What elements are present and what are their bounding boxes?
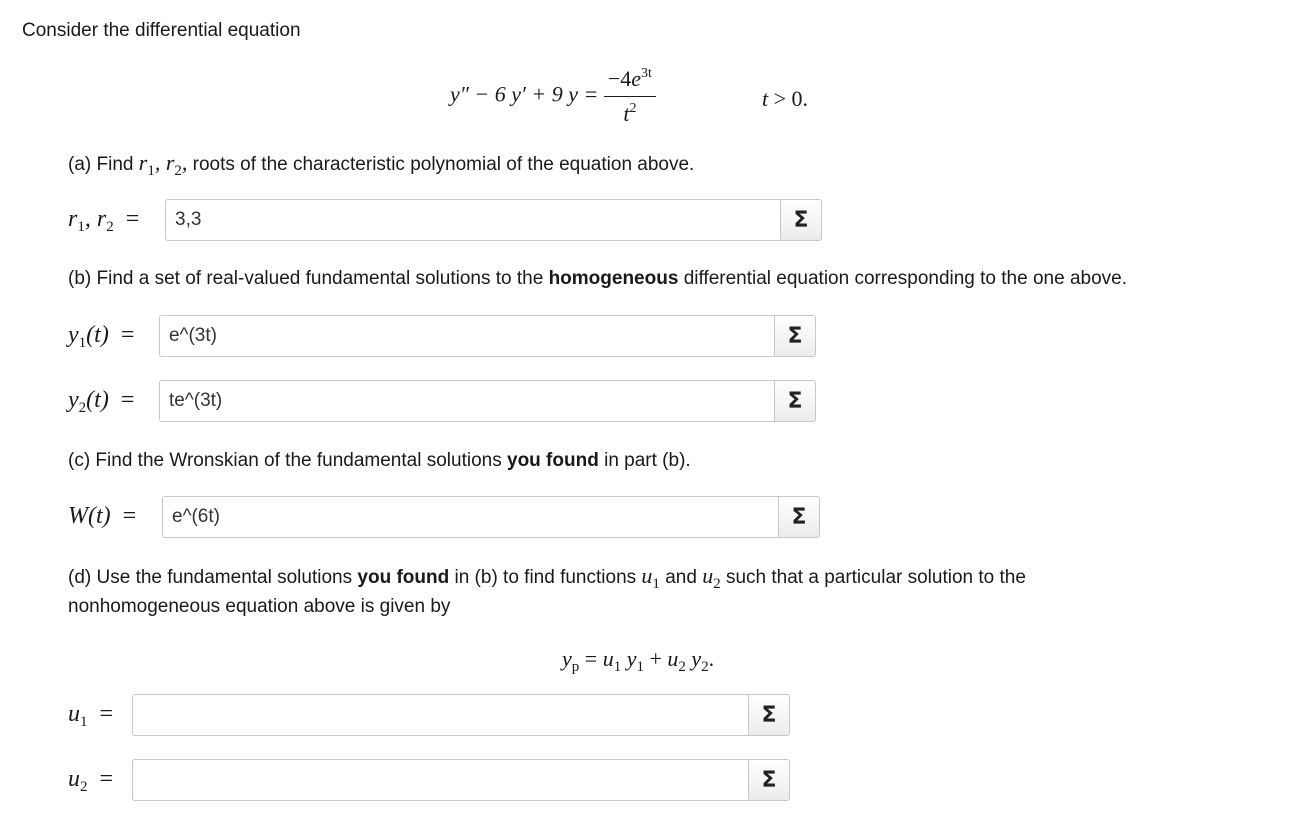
intro-text: Consider the differential equation [22,20,301,41]
y1-label: $y_1(t)$ = [68,322,135,351]
y2-field [159,380,816,422]
part-d-prompt: (d) Use the fundamental solutions you found in (b) to find functions $u_1$ and $u_2$ such that a particular solution to the [68,563,1026,592]
y2-sigma-button[interactable]: Σ [774,381,815,421]
wronskian-field [162,496,820,538]
y2-label: $y_2(t)$ = [68,387,135,416]
u1-label: $u_1$ = [68,701,114,730]
y1-sigma-button[interactable]: Σ [774,316,815,356]
u2-label: $u_2$ = [68,766,114,795]
y2-input[interactable] [160,381,774,421]
equation-denominator: $t^2$ [623,101,637,126]
u2-field [132,759,790,801]
u2-input[interactable] [133,760,748,800]
equation-lhs-y1: y′ + 9 [511,81,563,107]
wronskian-sigma-button[interactable]: Σ [778,497,819,537]
u1-input[interactable] [133,695,748,735]
r1-r2-sigma-button[interactable]: Σ [780,200,821,240]
equation-condition: t > 0. [762,86,809,111]
r1-r2-field [165,199,822,241]
equation-fraction [604,66,656,127]
part-a-prompt: (a) Find $r_1$, $r_2$, roots of the characteristic polynomial of the equation above. [68,150,695,179]
r1-r2-input[interactable] [166,200,780,240]
wronskian-label: W(t) = [68,503,137,529]
wronskian-input[interactable] [163,497,778,537]
equation-numerator: $-4e^{3t}$ [604,66,656,97]
y1-field [159,315,816,357]
u1-sigma-button[interactable]: Σ [748,695,789,735]
equation-lhs-y2: y″ − 6 [450,81,506,107]
particular-solution-equation: $y_p = u_1$ $y_1 + u_2$ $y_2$. [562,646,715,675]
part-c-prompt: (c) Find the Wronskian of the fundamental solutions you found in part (b). [68,450,691,471]
r1-r2-label: $r_1$, $r_2$ = [68,206,140,235]
main-equation [450,66,656,127]
equation-lhs-y0: y = [568,81,599,107]
part-d-prompt-line2: nonhomogeneous equation above is given by [68,596,451,617]
r1-r2-inline: $r_1$, $r_2$, [138,150,188,179]
u2-sigma-button[interactable]: Σ [748,760,789,800]
y1-input[interactable] [160,316,774,356]
u1-field [132,694,790,736]
part-b-prompt: (b) Find a set of real-valued fundamental solutions to the homogeneous differential equation corresponding to the one above. [68,268,1127,289]
